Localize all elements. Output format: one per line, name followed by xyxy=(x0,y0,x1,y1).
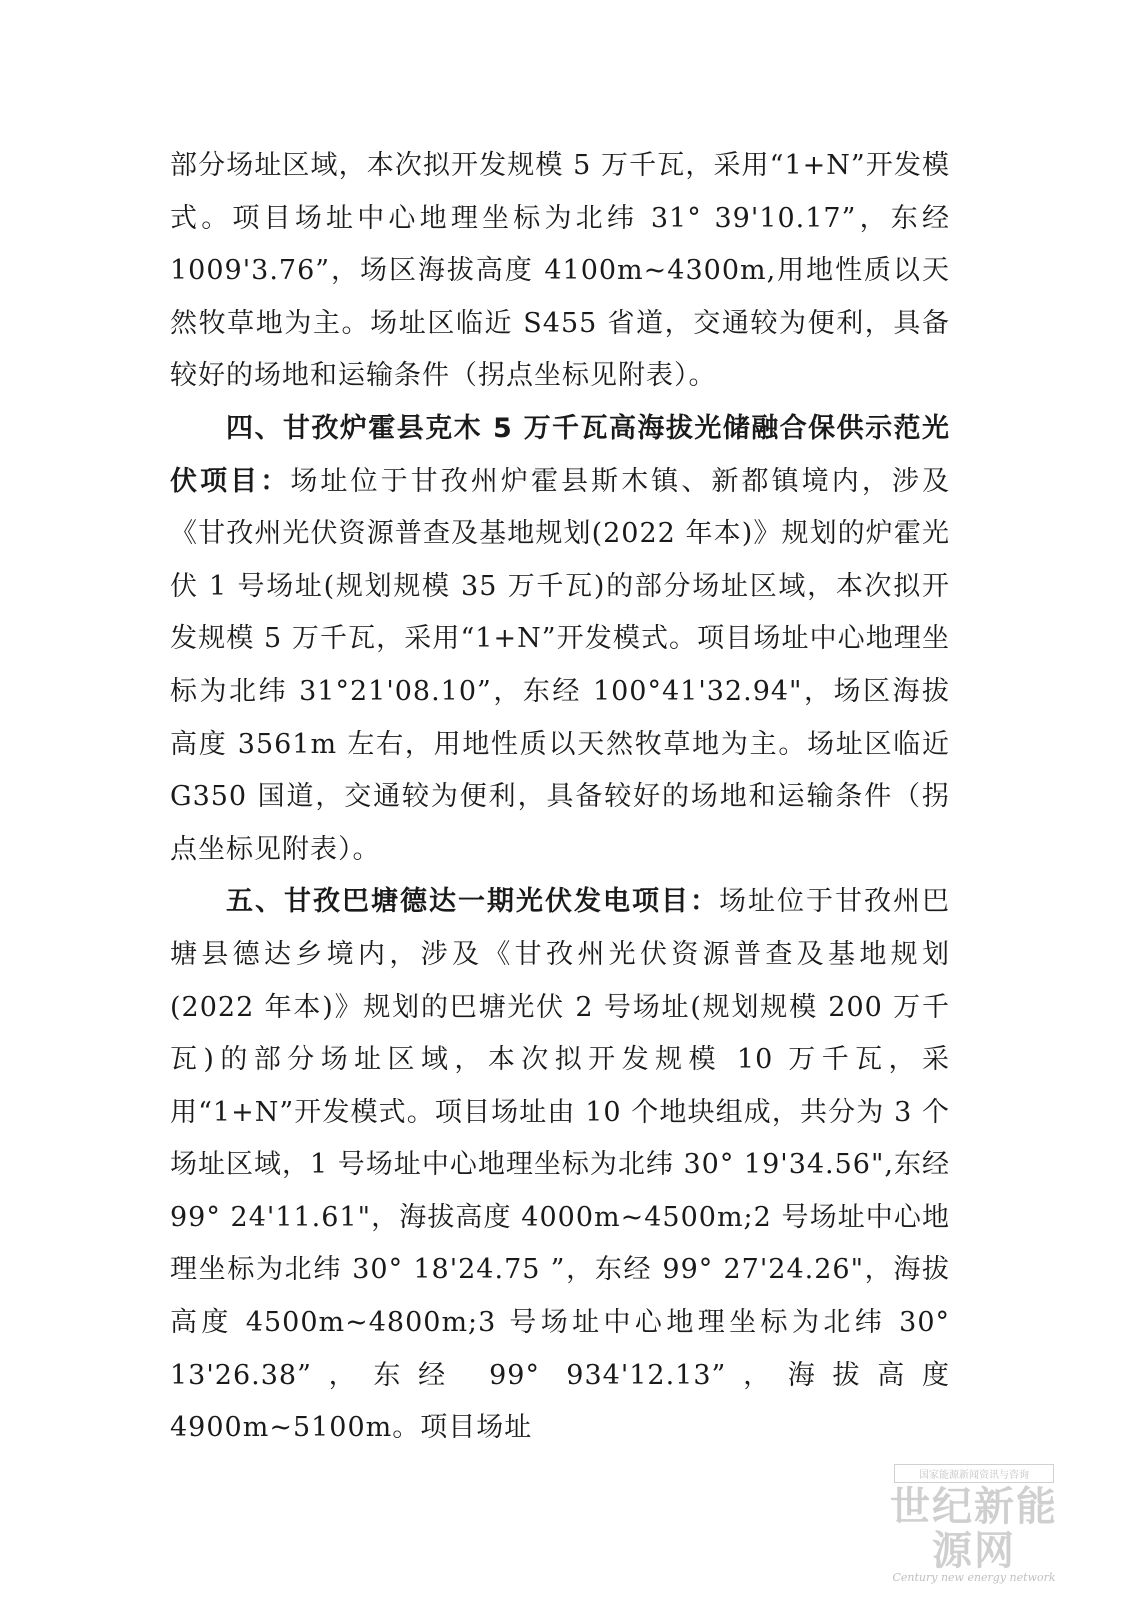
paragraph-1-text: 部分场址区域，本次拟开发规模 5 万千瓦，采用“1+N”开发模式。项目场址中心地理坐标为北纬 31° 39'10.17”，东经 1009'3.76”，场区海拔高度 4100m~4300m,用地性质以天然牧草地为主。场址区临近 S455 省道，交通较为便利，具备较好的场地和运输条件（拐点坐标见附表）。 xyxy=(170,150,950,392)
paragraph-3-heading: 五、甘孜巴塘德达一期光伏发电项目： xyxy=(226,886,719,918)
paragraph-2-heading: 四、甘孜炉霍县克木 5 万千瓦高海拔光储融合保供示范光伏项目： xyxy=(170,412,950,497)
paragraph-3 xyxy=(170,876,950,1455)
document-body xyxy=(170,140,950,1455)
watermark-tagline: 国家能源新闻资讯与咨询 xyxy=(894,1464,1054,1483)
watermark-logo xyxy=(879,1464,1069,1584)
watermark-title: 世纪新能源网 xyxy=(890,1483,1058,1574)
watermark-subtitle: Century new energy network xyxy=(892,1571,1056,1584)
paragraph-3-text: 场址位于甘孜州巴塘县德达乡境内，涉及《甘孜州光伏资源普查及基地规划(2022 年本)》规划的巴塘光伏 2 号场址(规划规模 200 万千瓦)的部分场址区域，本次拟开发规模 10 万千瓦，采用“1+N”开发模式。项目场址由 10 个地块组成，共分为 3 个场址区域，1 号场址中心地理坐标为北纬 30° 19'34.56",东经 99° 24'11.61"，海拔高度 4000m~4500m;2 号场址中心地理坐标为北纬 30° 18'24.75 ”，东经 99° 27'24.26"，海拔高度 4500m~4800m;3 号场址中心地理坐标为北纬 30° 13'26.38”，东经 99° 934'12.13”，海拔高度 4900m~5100m。项目场址 xyxy=(170,886,950,1444)
paragraph-1 xyxy=(170,140,950,403)
paragraph-2 xyxy=(170,403,950,876)
paragraph-2-text: 场址位于甘孜州炉霍县斯木镇、新都镇境内，涉及《甘孜州光伏资源普查及基地规划(2022 年本)》规划的炉霍光伏 1 号场址(规划规模 35 万千瓦)的部分场址区域，本次拟开发规模 5 万千瓦，采用“1+N”开发模式。项目场址中心地理坐标为北纬 31°21'08.10”，东经 100°41'32.94"，场区海拔高度 3561m 左右，用地性质以天然牧草地为主。场址区临近 G350 国道，交通较为便利，具备较好的场地和运输条件（拐点坐标见附表）。 xyxy=(170,465,951,865)
